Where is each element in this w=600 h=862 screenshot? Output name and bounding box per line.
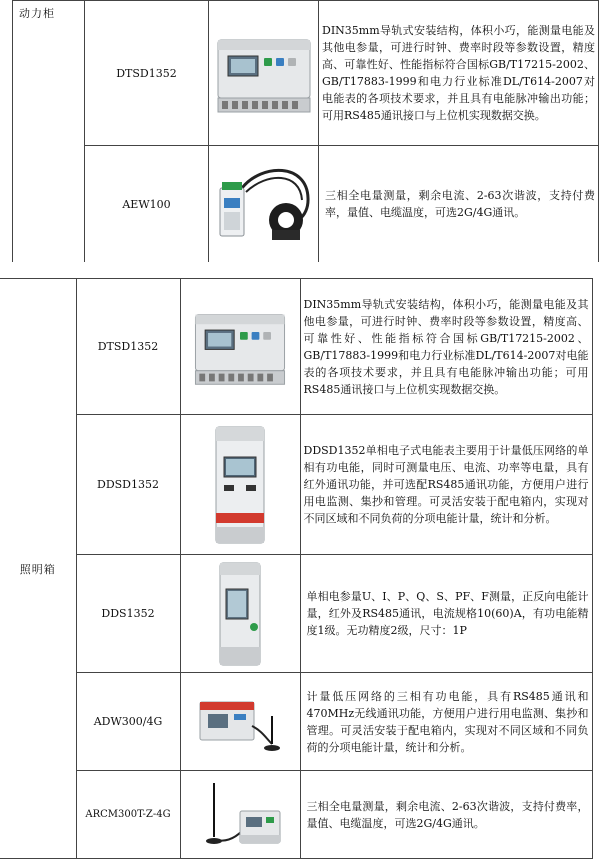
lighting-box-table — [0, 278, 593, 859]
category-cell — [0, 279, 76, 859]
model-cell — [76, 555, 180, 673]
description-text: 三相全电量测量，剩余电流、2-63次谐波，支持付费率，量值、电缆温度，可选2G/4G通讯。 — [306, 799, 589, 830]
model-label: DTSD1352 — [116, 66, 177, 80]
product-image-cell — [209, 1, 319, 146]
model-cell — [76, 415, 180, 555]
product-image-cell — [180, 279, 300, 415]
product-image-cell — [209, 146, 319, 263]
wireless-meter-antenna-icon — [190, 686, 290, 758]
description-cell — [300, 279, 592, 415]
single-phase-din-meter-icon — [210, 423, 270, 547]
product-image-cell — [180, 771, 300, 859]
description-text: DIN35mm导轨式安装结构，体积小巧，能测量电能及其他电参量，可进行时钟、费率时段等参数设置，精度高、可靠性好、性能指标符合国标GB/T17215-2002、GB/T17883-1999和电力行业标准DL/T614-2007对电能表的各项技术要求，并且具有电能脉冲输出功能；可用RS485通讯接口与上位机实现数据交换。 — [322, 24, 595, 122]
description-cell — [319, 146, 599, 263]
product-image-cell — [180, 415, 300, 555]
table-row — [0, 415, 592, 555]
table-row — [0, 673, 592, 771]
model-label: ARCM300T-Z-4G — [85, 809, 171, 820]
category-label: 照明箱 — [19, 562, 56, 576]
model-label: ADW300/4G — [93, 715, 163, 728]
description-cell — [300, 673, 592, 771]
description-text: 三相全电量测量，剩余电流、2-63次谐波，支持付费率，量值、电缆温度，可选2G/4G通讯。 — [325, 189, 595, 219]
table-row — [0, 771, 592, 859]
model-label: DDS1352 — [101, 607, 155, 620]
description-cell — [300, 771, 592, 859]
model-label: AEW100 — [122, 197, 171, 211]
model-cell — [85, 146, 209, 263]
three-phase-din-meter-icon — [187, 301, 293, 393]
description-text: 单相电参量U、I、P、Q、S、PF、F测量，正反向电能计量，红外及RS485通讯，电流规格10(60)A，有功电能精度1级。无功精度2级，尺寸：1P — [306, 590, 589, 637]
table-row — [0, 555, 592, 673]
category-label: 动力柜 — [19, 7, 55, 20]
table-row — [13, 1, 599, 146]
model-cell — [76, 771, 180, 859]
product-image-cell — [180, 673, 300, 771]
wireless-meter-with-ct-icon — [212, 158, 316, 250]
arc-monitor-antenna-icon — [190, 777, 290, 853]
three-phase-din-meter-icon — [214, 26, 314, 121]
description-cell — [300, 415, 592, 555]
table-gap — [0, 262, 600, 278]
model-label: DTSD1352 — [97, 340, 159, 353]
description-text: DDSD1352单相电子式电能表主要用于计量低压网络的单相有功电能，同时可测量电压、电流、功率等电量，具有红外通讯功能，并可选配RS485通讯功能，方便用户进行用电监测、集抄和管理。可灵活安装于配电箱内，实现对不同区域和不同负荷的分项电能计量，统计和分析。 — [303, 444, 589, 525]
power-cabinet-table — [12, 0, 599, 263]
model-label: DDSD1352 — [97, 478, 159, 491]
product-image-cell — [180, 555, 300, 673]
table-row — [0, 279, 592, 415]
description-text: 计量低压网络的三相有功电能，具有RS485通讯和470MHz无线通讯功能，方便用户进行用电监测、集抄和管理。可灵活安装于配电箱内，实现对不同区域和不同负荷的分项电能计量，统计和分析。 — [306, 689, 589, 754]
model-cell — [76, 673, 180, 771]
description-text: DIN35mm导轨式安装结构，体积小巧，能测量电能及其他电参量，可进行时钟、费率时段等参数设置，精度高、可靠性好、性能指标符合国标GB/T17215-2002、GB/T17883-1999和电力行业标准DL/T614-2007对电能表的各项技术要求，并且具有电能脉冲输出功能；可用RS485通讯接口与上位机实现数据交换。 — [303, 297, 589, 396]
description-cell — [300, 555, 592, 673]
model-cell — [76, 279, 180, 415]
category-cell — [13, 1, 85, 263]
table-row — [13, 146, 599, 263]
model-cell — [85, 1, 209, 146]
single-phase-1p-meter-icon — [210, 559, 270, 669]
description-cell — [319, 1, 599, 146]
